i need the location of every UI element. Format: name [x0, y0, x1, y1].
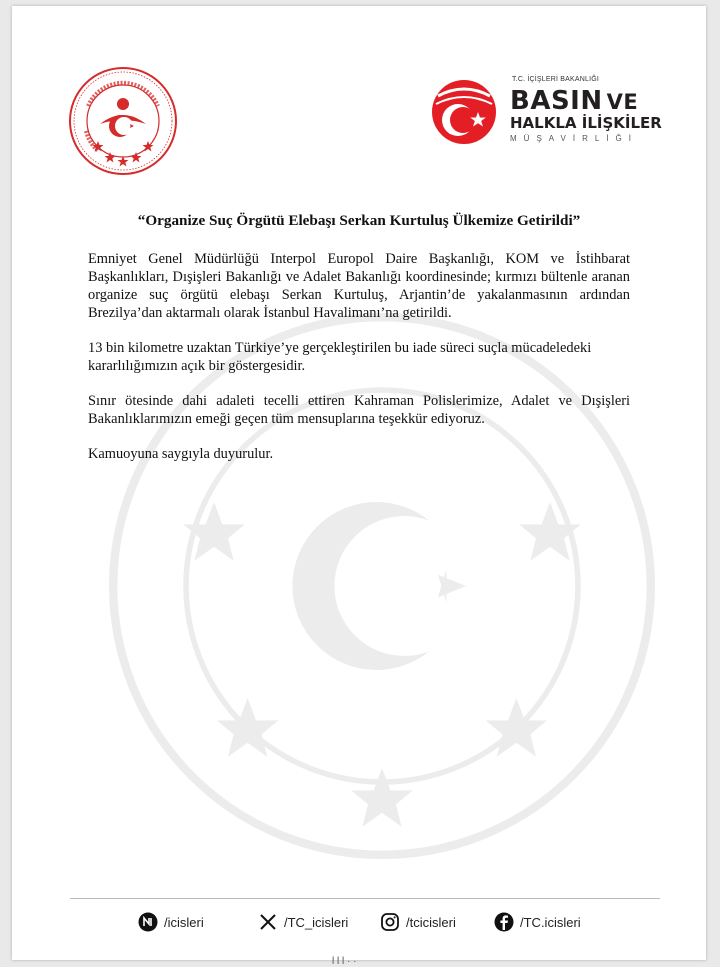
footer-divider: [70, 898, 660, 899]
paragraph-3: Sınır ötesinde dahi adaleti tecelli ettiren Kahraman Polislerimize, Adalet ve Dışişleri Bakanlıklarımızın emeği geçen tüm mensuplarına teşekkür ediyoruz.: [88, 393, 630, 427]
press-office-emblem-icon: [430, 78, 498, 146]
logo-ministry-text: T.C. İÇİŞLERİ BAKANLIĞI: [512, 76, 600, 83]
press-release-body: [88, 212, 630, 480]
social-handle: /TC.icisleri: [520, 914, 581, 930]
paragraph-2: 13 bin kilometre uzaktan Türkiye’ye gerçekleştirilen bu iade süreci suçla mücadeledeki kararlılığımızın açık bir göstergesidir.: [88, 340, 592, 374]
social-handle: /tcicisleri: [406, 914, 456, 930]
logo-title-line3: MÜŞAVİRLİĞİ: [510, 134, 638, 143]
paragraph-1: Emniyet Genel Müdürlüğü Interpol Europol Daire Başkanlığı, KOM ve İstihbarat Başkanlıkları, Dışişleri Bakanlığı ve Adalet Bakanlığı koordinesinde; kırmızı bültenle aranan organize suç örgütü elebaşı Serkan Kurtuluş, Arjantin’de yakalanmasının ardından Brezilya’dan aktarmalı olarak İstanbul Havalimanı’na getirildi.: [88, 251, 630, 321]
logo-title-line1: BASIN VE: [510, 86, 639, 116]
nsosyal-icon: [138, 912, 158, 932]
social-footer: [12, 912, 706, 938]
social-nsosyal[interactable]: [138, 912, 204, 932]
press-office-logo: [430, 78, 680, 150]
ministry-seal-logo: [68, 66, 178, 176]
press-release-title: “Organize Suç Örgütü Elebaşı Serkan Kurtuluş Ülkemize Getirildi”: [137, 212, 581, 229]
social-x[interactable]: [258, 912, 348, 932]
cropped-bottom-text: l l l · ·: [332, 956, 357, 967]
social-facebook[interactable]: [494, 912, 581, 932]
social-instagram[interactable]: [380, 912, 456, 932]
social-handle: /TC_icisleri: [284, 914, 349, 930]
x-icon: [258, 912, 278, 932]
logo-title-line2: HALKLA İLİŞKİLER: [510, 114, 662, 132]
document-page: [12, 6, 706, 967]
social-handle: /icisleri: [164, 914, 204, 930]
facebook-icon: [494, 912, 514, 932]
paragraph-4: Kamuoyuna saygıyla duyurulur.: [88, 446, 274, 462]
instagram-icon: [380, 912, 400, 932]
